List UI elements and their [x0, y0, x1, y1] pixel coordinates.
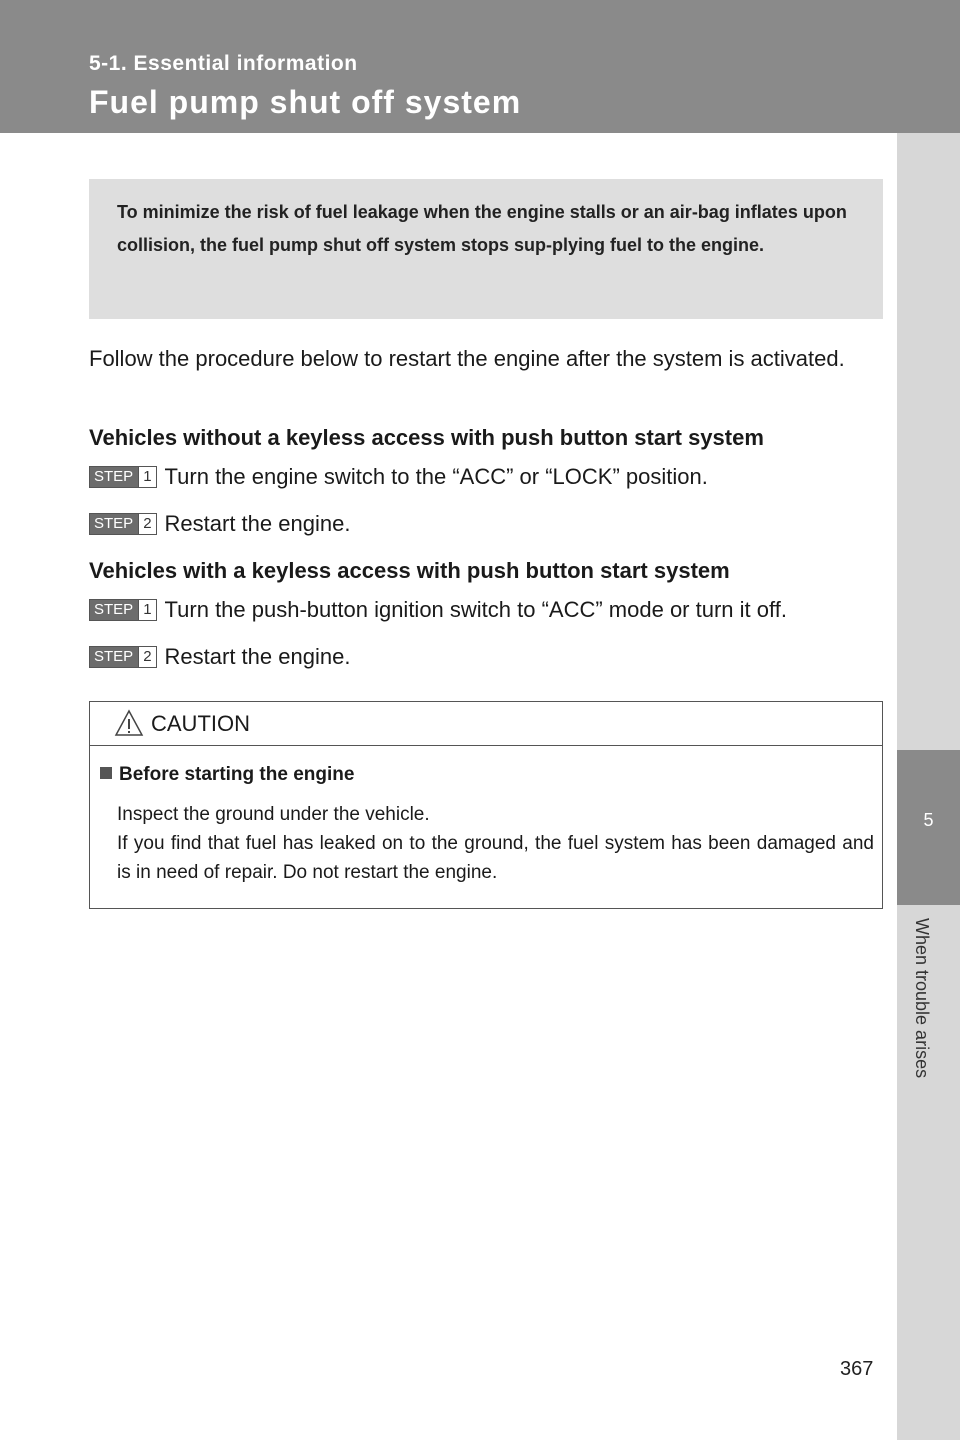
subheading-without-keyless: Vehicles without a keyless access with push button start system — [89, 425, 764, 450]
caution-body — [117, 800, 874, 887]
chapter-title: When trouble arises — [912, 918, 932, 1079]
step-row — [89, 510, 350, 538]
caution-line: Inspect the ground under the vehicle. — [117, 804, 430, 825]
body-text: Follow the procedure below to restart the engine after the system is activated. — [89, 346, 845, 371]
square-bullet-icon — [100, 767, 112, 779]
step-row — [89, 643, 350, 671]
step-badge: STEP 1 — [89, 466, 157, 488]
section-label: 5-1. Essential information — [89, 52, 358, 75]
caution-item-title: Before starting the engine — [100, 764, 354, 786]
page-title: Fuel pump shut off system — [89, 84, 522, 120]
step-text: Turn the engine switch to the “ACC” or “LOCK” position. — [164, 464, 708, 489]
subheading-with-keyless: Vehicles with a keyless access with push button start system — [89, 558, 730, 583]
page-number: 367 — [840, 1358, 874, 1380]
page-header — [0, 0, 960, 133]
caution-header — [90, 702, 882, 746]
step-badge: STEP 2 — [89, 513, 157, 535]
step-row — [89, 463, 708, 491]
intro-box: To minimize the risk of fuel leakage when the engine stalls or an air-bag inflates upon collision, the fuel pump shut off system stops sup-plying fuel to the engine. — [89, 179, 883, 319]
step-text: Turn the push-button ignition switch to “ACC” mode or turn it off. — [164, 597, 787, 622]
caution-line: If you find that fuel has leaked on to the ground, the fuel system has been damaged and is in need of repair. Do not restart the engine. — [117, 833, 874, 883]
step-text: Restart the engine. — [164, 644, 351, 669]
caution-box — [89, 701, 883, 909]
caution-label: CAUTION — [151, 711, 250, 736]
step-row — [89, 596, 787, 624]
step-badge: STEP 1 — [89, 599, 157, 621]
warning-triangle-icon — [114, 709, 144, 737]
step-text: Restart the engine. — [164, 511, 351, 536]
step-badge: STEP 2 — [89, 646, 157, 668]
chapter-number: 5 — [923, 810, 934, 830]
